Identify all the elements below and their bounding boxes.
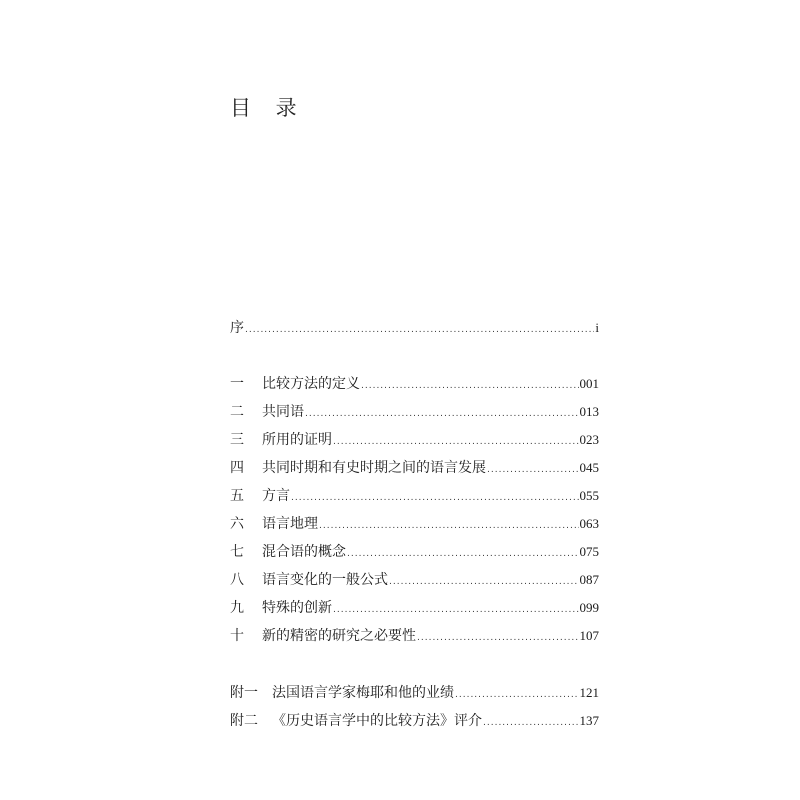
appendix-list [230,679,599,735]
chapter-page-number: 001 [579,376,599,391]
chapter-title: 特殊的创新 [262,600,332,616]
dot-leader [333,596,579,624]
chapter-title: 所用的证明 [262,432,332,448]
chapter-title: 新的精密的研究之必要性 [262,628,416,644]
chapter-page-number: 075 [579,544,599,559]
chapter-title: 语言地理 [262,516,318,532]
toc-entry-appendix[interactable] [230,707,599,735]
appendix-page-number: 137 [579,713,599,728]
chapter-number: 八 [230,572,244,588]
page-title: 目 录 [230,96,306,120]
chapter-list [230,370,599,650]
chapter-page-number: 107 [579,628,599,643]
chapter-page-number: 045 [579,460,599,475]
dot-leader [361,372,579,400]
chapter-number: 七 [230,544,244,560]
toc-entry-chapter[interactable] [230,398,599,426]
chapter-title: 方言 [262,488,290,504]
dot-leader [347,540,579,568]
chapter-title: 共同时期和有史时期之间的语言发展 [262,460,486,476]
toc-entry-chapter[interactable] [230,622,599,650]
toc-entry-chapter[interactable] [230,566,599,594]
chapter-title: 混合语的概念 [262,544,346,560]
preface-page-number: i [595,320,599,335]
toc-entry-chapter[interactable] [230,538,599,566]
chapter-number: 一 [230,376,244,392]
toc-entry-chapter[interactable] [230,370,599,398]
chapter-number: 四 [230,460,244,476]
appendix-title: 《历史语言学中的比较方法》评介 [272,713,482,729]
chapter-number: 九 [230,600,244,616]
appendix-title: 法国语言学家梅耶和他的业绩 [272,685,454,701]
appendix-page-number: 121 [579,685,599,700]
dot-leader [483,709,579,737]
toc-entry-chapter[interactable] [230,510,599,538]
dot-leader [333,428,579,456]
dot-leader [291,484,579,512]
toc-entry-chapter[interactable] [230,454,599,482]
chapter-page-number: 087 [579,572,599,587]
chapter-title: 共同语 [262,404,304,420]
dot-leader [487,456,579,484]
dot-leader [305,400,579,428]
chapter-title: 比较方法的定义 [262,376,360,392]
toc-entry-preface[interactable] [230,314,599,342]
chapter-number: 三 [230,432,244,448]
preface-section [230,314,599,342]
toc-entry-chapter[interactable] [230,594,599,622]
chapter-page-number: 013 [579,404,599,419]
appendix-number: 附一 [230,685,258,701]
appendix-number: 附二 [230,713,258,729]
chapter-page-number: 055 [579,488,599,503]
chapter-number: 五 [230,488,244,504]
chapter-page-number: 023 [579,432,599,447]
chapter-number: 二 [230,404,244,420]
chapter-page-number: 063 [579,516,599,531]
toc-entry-chapter[interactable] [230,426,599,454]
chapter-number: 六 [230,516,244,532]
dot-leader [245,316,594,344]
dot-leader [319,512,579,540]
dot-leader [389,568,579,596]
chapter-title: 语言变化的一般公式 [262,572,388,588]
dot-leader [455,681,579,709]
toc-entry-appendix[interactable] [230,679,599,707]
preface-label: 序 [230,320,244,336]
dot-leader [417,624,579,652]
chapter-number: 十 [230,628,244,644]
chapter-page-number: 099 [579,600,599,615]
toc-entry-chapter[interactable] [230,482,599,510]
